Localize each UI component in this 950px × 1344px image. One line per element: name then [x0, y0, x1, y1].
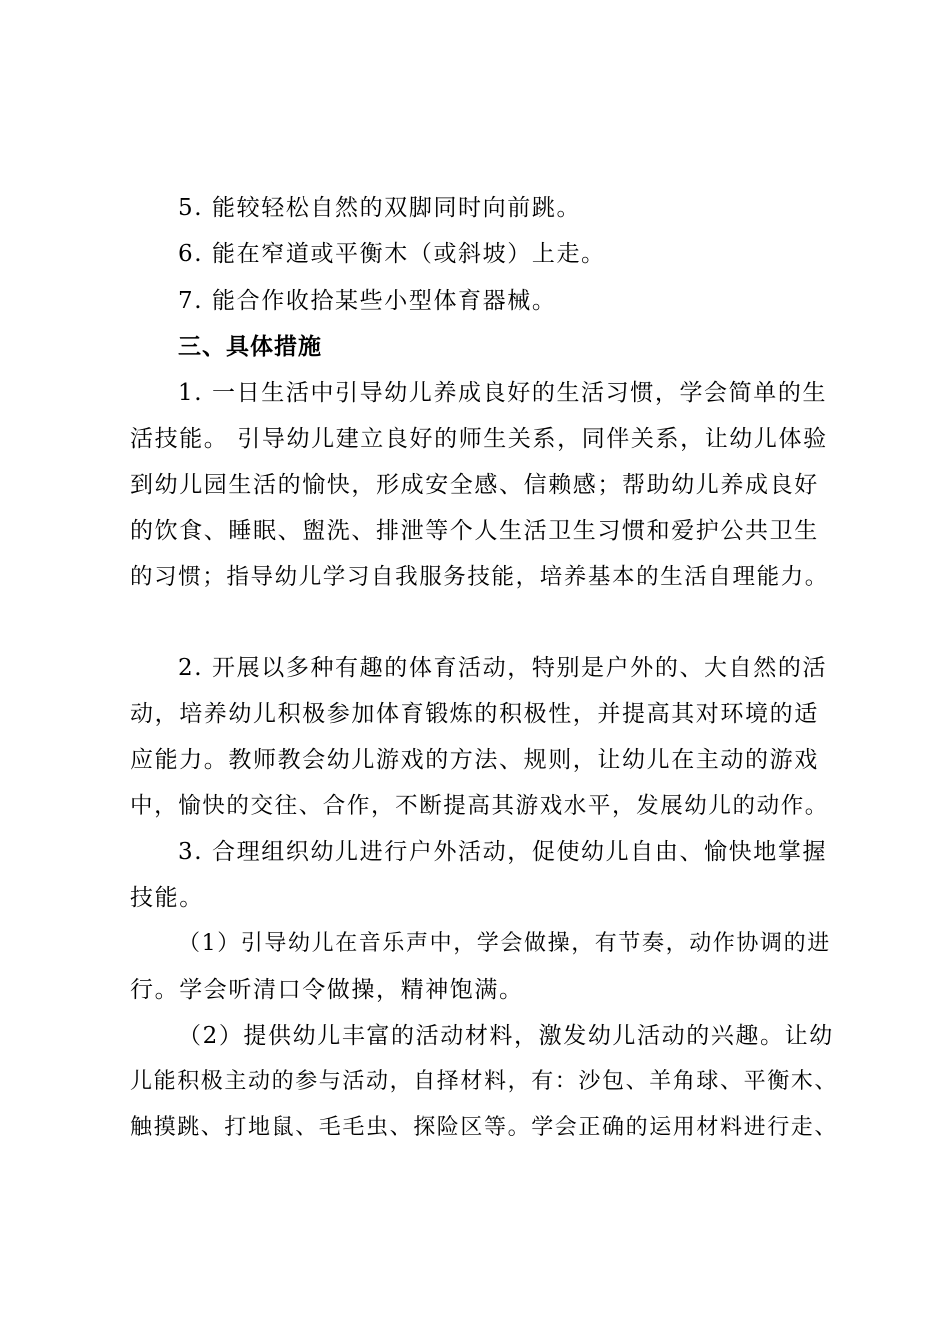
section-heading: 三、具体措施 [178, 334, 322, 360]
measure-2-line-4: 中，愉快的交往、合作，不断提高其游戏水平，发展幼儿的动作。 [130, 793, 829, 819]
measure-3-line-2: 技能。 [130, 885, 204, 911]
goal-item-5: 5. 能较轻松自然的双脚同时向前跳。 [178, 195, 582, 221]
measure-1-line-3: 到幼儿园生活的愉快，形成安全感、信赖感；帮助幼儿养成良好 [130, 472, 819, 498]
measure-2-line-3: 应能力。教师教会幼儿游戏的方法、规则，让幼儿在主动的游戏 [130, 747, 819, 773]
measure-1-line-4: 的饮食、睡眠、盥洗、排泄等个人生活卫生习惯和爱护公共卫生 [130, 518, 819, 544]
measure-1-line-1: 1. 一日生活中引导幼儿养成良好的生活习惯，学会简单的生 [178, 380, 828, 406]
sub-item-1-line-2: 行。学会听清口令做操，精神饱满。 [130, 977, 524, 1003]
sub-item-2-line-1: （2）提供幼儿丰富的活动材料，激发幼儿活动的兴趣。让幼 [178, 1023, 834, 1049]
sub-item-1-line-1: （1）引导幼儿在音乐声中，学会做操，有节奏，动作协调的进 [178, 931, 831, 956]
sub-item-2-line-2: 儿能积极主动的参与活动，自择材料，有：沙包、羊角球、平衡木、 [130, 1069, 839, 1094]
measure-1-line-5: 的习惯；指导幼儿学习自我服务技能，培养基本的生活自理能力。 [130, 564, 829, 590]
goal-item-7: 7. 能合作收拾某些小型体育器械。 [178, 288, 557, 314]
goal-item-6: 6. 能在窄道或平衡木（或斜坡）上走。 [178, 241, 606, 267]
measure-1-line-2: 活技能。 引导幼儿建立良好的师生关系，同伴关系，让幼儿体验 [130, 426, 828, 452]
measure-2-line-2: 动，培养幼儿积极参加体育锻炼的积极性，并提高其对环境的适 [130, 701, 819, 727]
measure-3-line-1: 3. 合理组织幼儿进行户外活动，促使幼儿自由、愉快地掌握 [178, 839, 828, 865]
measure-2-line-1: 2. 开展以多种有趣的体育活动，特别是户外的、大自然的活 [178, 655, 828, 681]
sub-item-2-line-3: 触摸跳、打地鼠、毛毛虫、探险区等。学会正确的运用材料进行走、 [130, 1115, 839, 1140]
